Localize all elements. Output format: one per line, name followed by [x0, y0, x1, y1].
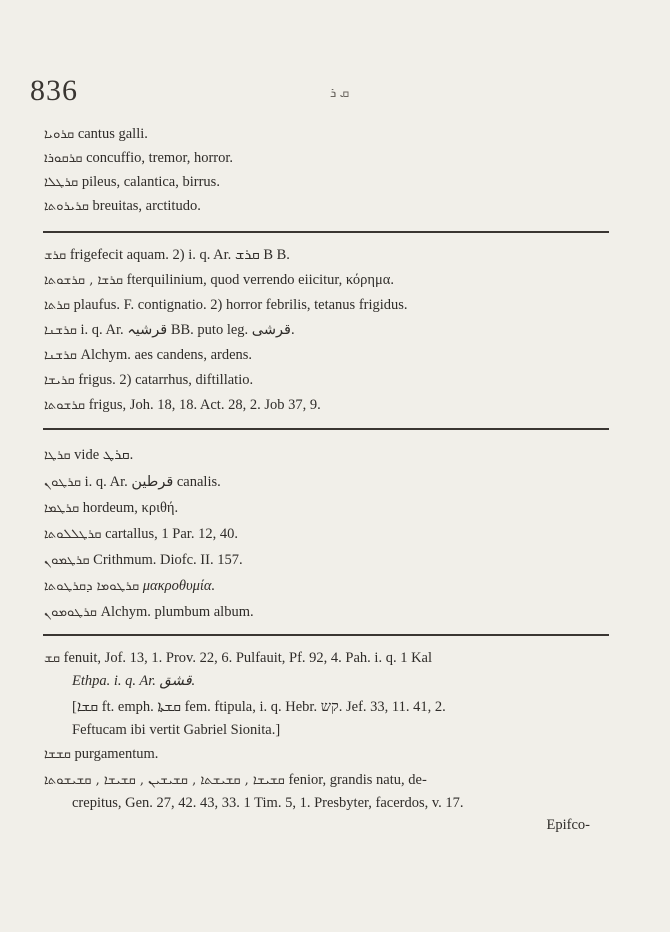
entry-line [44, 372, 253, 389]
entry-line [44, 650, 432, 667]
entry-line [44, 247, 290, 264]
entry-line [44, 526, 238, 543]
entry-line [72, 795, 464, 812]
syriac-headword: ܩܪܫ [44, 248, 67, 263]
syriac-headword: ܩܪܛܠܠܘܬܐ [44, 527, 102, 542]
entry-line [44, 126, 148, 143]
entry-line [44, 772, 427, 789]
entry-line [44, 198, 201, 215]
entry-text: Ethpa. i. q. Ar. قشق. [72, 673, 196, 689]
entry-text: pileus, calantica, birrus. [81, 174, 220, 190]
entry-line [44, 500, 178, 517]
entry-line [44, 297, 408, 314]
syriac-headword: ܩܪܛܘܡܘܢ [44, 605, 97, 620]
running-head: ܩ ܪ [330, 85, 350, 100]
entry-line [72, 673, 195, 690]
section-rule [43, 634, 609, 636]
syriac-headword: ܩܪܩܘܪܐ [44, 151, 83, 166]
entry-line [44, 272, 394, 289]
entry-line [44, 397, 321, 414]
syriac-headword: ܩܫܝܫܐ , ܩܫܝܫܬܐ , ܩܫܝܫܝܢ , ܩܫܝܫܐ , ܩܫܝܫܘܬܐ [44, 773, 285, 788]
syriac-headword: ܩܪܫܢܐ [44, 323, 77, 338]
entry-text: plaufus. F. contignatio. 2) horror febrilis, tetanus frigidus. [73, 297, 408, 313]
syriac-headword: ܩܪܫܐ , ܩܪܫܘܬܐ [44, 273, 124, 288]
entry-text: i. q. Ar. قرشیہ BB. puto leg. قرشی. [80, 322, 295, 338]
entry-text: concuffio, tremor, horror. [86, 150, 234, 166]
entry-line [44, 322, 295, 339]
syriac-headword: ܩܪܛܘܡܐ ܕܩܪܛܘܬܐ [44, 579, 140, 594]
entry-text: vide ܩܪܛ. [74, 447, 134, 463]
entry-text: cartallus, 1 Par. 12, 40. [105, 526, 238, 542]
entry-line [44, 578, 215, 595]
entry-text: frigus, Joh. 18, 18. Act. 28, 2. Job 37, 9. [88, 397, 321, 413]
entry-text: purgamentum. [74, 746, 159, 762]
syriac-headword: ܩܪܬܐ [44, 298, 71, 313]
entry-line [44, 552, 243, 569]
entry-text: breuitas, arctitudo. [92, 198, 201, 214]
entry-line [72, 699, 446, 716]
entry-text: Alchym. plumbum album. [100, 604, 254, 620]
entry-text: fenior, grandis natu, de- [288, 772, 427, 788]
syriac-headword: ܩܪܛܡܘܢ [44, 553, 90, 568]
entry-line [44, 150, 233, 167]
section-rule [43, 231, 609, 233]
entry-line [44, 447, 133, 464]
syriac-headword: ܩܫܫܐ [44, 747, 71, 762]
syriac-headword: ܩܪܘܝܐ [44, 127, 75, 142]
page-number: 836 [30, 74, 78, 107]
catchword: Epifco- [546, 817, 590, 833]
entry-line [44, 746, 158, 763]
entry-text: cantus galli. [77, 126, 148, 142]
entry-text: crepitus, Gen. 27, 42. 43, 33. 1 Tim. 5, 1. Presbyter, facerdos, v. 17. [72, 795, 464, 811]
entry-text: frigus. 2) catarrhus, diftillatio. [78, 372, 254, 388]
entry-text: Crithmum. Diofc. II. 157. [93, 552, 243, 568]
syriac-headword: ܩܫ [44, 651, 60, 666]
entry-line [44, 174, 220, 191]
syriac-headword: ܩܪܛܡܐ [44, 501, 80, 516]
syriac-headword: ܩܪܝܫܐ [44, 373, 75, 388]
entry-text: μακροθυμία. [142, 578, 216, 594]
entry-text: Feftucam ibi vertit Gabriel Sionita.] [72, 722, 281, 738]
entry-line [44, 474, 221, 491]
entry-text: Alchym. aes candens, ardens. [80, 347, 253, 363]
entry-text: fenuit, Jof. 13, 1. Prov. 22, 6. Pulfauit, Pf. 92, 4. Pah. i. q. 1 Kal [63, 650, 432, 666]
entry-line [72, 722, 280, 739]
syriac-headword: ܩܪܛܠܐ [44, 175, 79, 190]
entry-text: fterquilinium, quod verrendo eiicitur, κόρημα. [126, 272, 394, 288]
syriac-headword: ܩܪܫܘܬܐ [44, 398, 86, 413]
syriac-headword: ܩܪܝܪܘܬܐ [44, 199, 89, 214]
entry-text: frigefecit aquam. 2) i. q. Ar. ܩܪܫ B B. [69, 247, 290, 263]
entry-text: hordeum, κριθή. [82, 500, 179, 516]
section-rule [43, 428, 609, 430]
entry-text: i. q. Ar. قرطین canalis. [84, 474, 221, 490]
syriac-headword: ܩܪܛܘܢ [44, 475, 81, 490]
syriac-headword: ܩܪܫܢܐ [44, 348, 77, 363]
entry-text: [ܩܫܐ ft. emph. ܩܫܬܐ fem. ftipula, i. q. Hebr. קש. Jef. 33, 11. 41, 2. [72, 699, 446, 715]
syriac-headword: ܩܪܛܐ [44, 448, 71, 463]
entry-line [44, 347, 252, 364]
entry-line [44, 604, 254, 621]
